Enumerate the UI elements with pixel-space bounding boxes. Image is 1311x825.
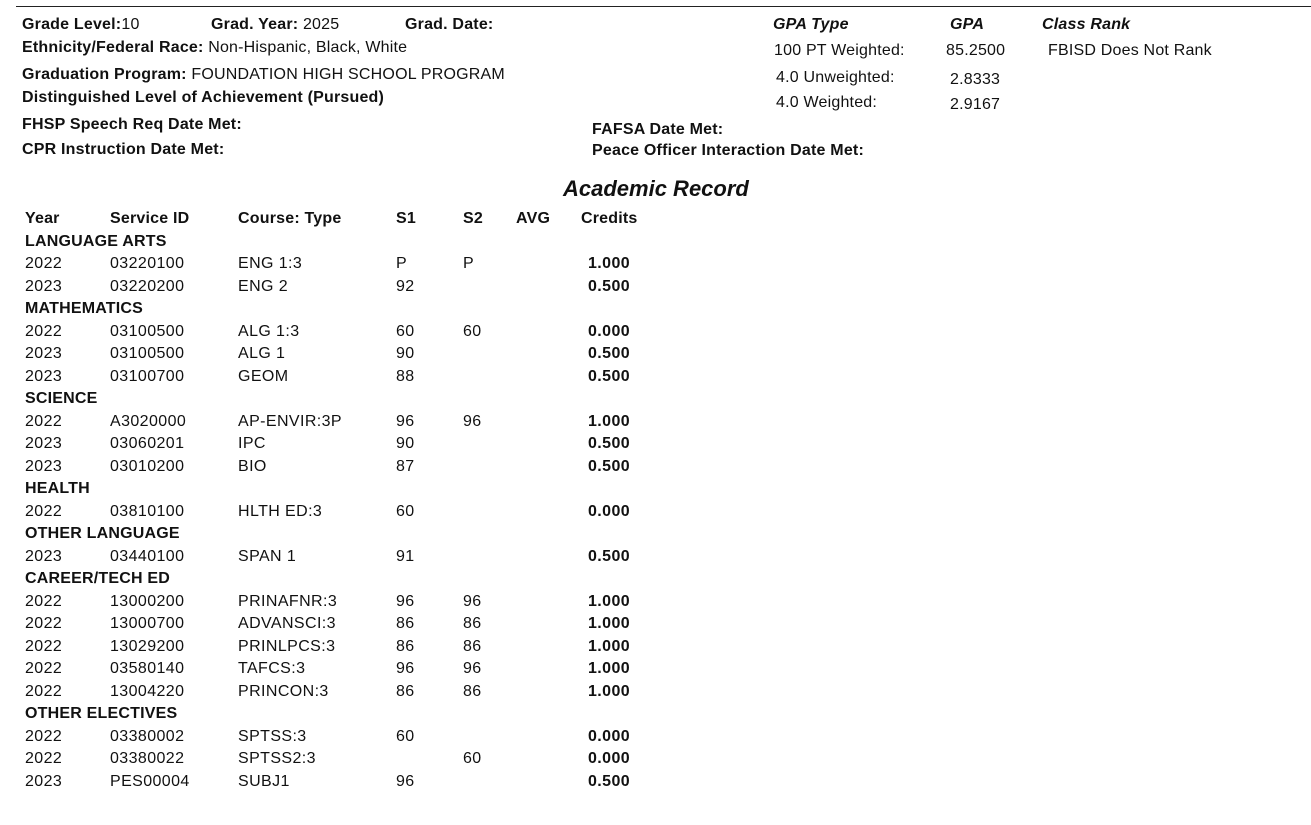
grad-date-label: Grad. Date:: [405, 16, 494, 33]
row-cell-course-type: SPAN 1: [238, 547, 297, 565]
distinguished-level: Distinguished Level of Achievement (Pursued): [22, 89, 385, 106]
row-cell-s1: 86: [396, 615, 415, 632]
row-cell-s2: 96: [463, 592, 482, 610]
section-header: CAREER/TECH ED: [25, 570, 171, 587]
row-cell-course-type: ENG 2: [238, 277, 289, 295]
row-cell-service-id: 03380022: [110, 750, 185, 767]
row-cell-s1: 90: [396, 435, 415, 452]
row-cell-credits: 1.000: [588, 682, 631, 700]
gpa-header: GPA: [950, 16, 985, 33]
row-cell-course-type: ADVANSCI:3: [238, 615, 336, 632]
row-cell-credits: 0.500: [588, 277, 631, 295]
row-cell-credits: 0.000: [588, 502, 631, 520]
row-cell-year: 2023: [25, 547, 63, 565]
row-cell-course-type: PRINCON:3: [238, 682, 329, 700]
row-cell-credits: 0.500: [588, 435, 631, 452]
class-rank-header: Class Rank: [1042, 16, 1131, 33]
row-cell-s1: 91: [396, 547, 415, 565]
section-header: OTHER LANGUAGE: [25, 525, 180, 542]
row-cell-s2: 86: [463, 615, 482, 632]
row-cell-year: 2022: [25, 660, 63, 677]
row-cell-service-id: 03060201: [110, 435, 185, 452]
row-cell-s2: 86: [463, 637, 482, 655]
fafsa-date-label: FAFSA Date Met:: [592, 121, 724, 138]
row-cell-credits: 1.000: [588, 592, 631, 610]
row-cell-course-type: ALG 1: [238, 345, 286, 362]
row-cell-year: 2023: [25, 457, 63, 475]
row-cell-credits: 1.000: [588, 660, 631, 677]
row-cell-year: 2022: [25, 682, 63, 700]
peace-officer-date-label: Peace Officer Interaction Date Met:: [592, 142, 864, 159]
row-cell-year: 2022: [25, 412, 63, 430]
row-cell-year: 2022: [25, 727, 63, 745]
section-header: LANGUAGE ARTS: [25, 232, 167, 250]
row-cell-service-id: 03100500: [110, 345, 185, 362]
row-cell-course-type: ALG 1:3: [238, 322, 300, 340]
row-cell-service-id: 13000200: [110, 592, 185, 610]
row-cell-year: 2023: [25, 367, 63, 385]
row-cell-course-type: BIO: [238, 457, 267, 475]
row-cell-s2: 96: [463, 412, 482, 430]
row-cell-credits: 0.500: [588, 772, 631, 790]
row-cell-course-type: IPC: [238, 435, 266, 452]
row-cell-year: 2023: [25, 277, 63, 295]
row-cell-course-type: SPTSS:3: [238, 727, 307, 745]
row-cell-s1: 88: [396, 367, 415, 385]
gpa-value-100pt-weighted: 85.2500: [946, 42, 1006, 59]
ethnicity: [22, 39, 407, 57]
row-cell-s2: 60: [463, 322, 482, 340]
row-cell-s2: 96: [463, 660, 482, 677]
row-cell-credits: 1.000: [588, 615, 631, 632]
grade-level-value: 10: [121, 16, 140, 33]
row-cell-service-id: 03810100: [110, 502, 185, 520]
class-rank-value: FBISD Does Not Rank: [1048, 42, 1212, 59]
row-cell-course-type: PRINLPCS:3: [238, 637, 336, 655]
gpa-value-4-unweighted: 2.8333: [950, 71, 1001, 88]
row-cell-service-id: 03100500: [110, 322, 185, 340]
row-cell-service-id: PES00004: [110, 772, 190, 790]
section-header: HEALTH: [25, 480, 90, 497]
row-cell-credits: 0.000: [588, 750, 631, 767]
academic-record-title: Academic Record: [563, 176, 749, 201]
fafsa-date: [592, 121, 723, 139]
row-cell-year: 2022: [25, 637, 63, 655]
row-cell-year: 2022: [25, 750, 63, 767]
row-cell-s1: 60: [396, 502, 415, 520]
row-cell-s1: P: [396, 255, 408, 272]
row-cell-service-id: 03380002: [110, 727, 185, 745]
fhsp-speech: [22, 116, 242, 134]
row-cell-s1: 86: [396, 682, 415, 700]
row-cell-credits: 0.500: [588, 457, 631, 475]
grad-date: [405, 16, 493, 34]
grad-year: [211, 16, 339, 34]
graduation-program-value: FOUNDATION HIGH SCHOOL PROGRAM: [186, 66, 505, 83]
row-cell-s1: 87: [396, 457, 415, 475]
section-header: SCIENCE: [25, 390, 98, 407]
row-cell-s1: 96: [396, 592, 415, 610]
row-cell-s2: P: [463, 255, 475, 272]
row-cell-course-type: SUBJ1: [238, 772, 290, 790]
row-cell-course-type: PRINAFNR:3: [238, 592, 338, 610]
row-cell-credits: 1.000: [588, 637, 631, 655]
row-cell-s1: 92: [396, 277, 415, 295]
row-cell-s1: 86: [396, 637, 415, 655]
row-cell-year: 2023: [25, 345, 63, 362]
row-cell-s2: 86: [463, 682, 482, 700]
peace-officer-date: [592, 142, 864, 160]
row-cell-course-type: GEOM: [238, 367, 289, 385]
ethnicity-value: Non-Hispanic, Black, White: [203, 39, 408, 56]
column-header-course-type: Course: Type: [238, 210, 342, 227]
cpr-instruction: [22, 141, 224, 159]
row-cell-credits: 0.500: [588, 367, 631, 385]
gpa-type-4-weighted: 4.0 Weighted:: [776, 94, 878, 111]
fhsp-speech-label: FHSP Speech Req Date Met:: [22, 116, 242, 133]
section-header: OTHER ELECTIVES: [25, 705, 178, 722]
row-cell-course-type: SPTSS2:3: [238, 750, 316, 767]
row-cell-year: 2022: [25, 592, 63, 610]
column-header-avg: AVG: [516, 210, 551, 227]
column-header-year: Year: [25, 210, 60, 227]
row-cell-year: 2023: [25, 435, 63, 452]
row-cell-service-id: A3020000: [110, 412, 187, 430]
row-cell-course-type: HLTH ED:3: [238, 502, 323, 520]
row-cell-s1: 96: [396, 772, 415, 790]
row-cell-s2: 60: [463, 750, 482, 767]
row-cell-s1: 60: [396, 727, 415, 745]
row-cell-s1: 96: [396, 412, 415, 430]
row-cell-credits: 0.500: [588, 345, 631, 362]
row-cell-year: 2022: [25, 255, 63, 272]
grad-year-value: 2025: [298, 16, 340, 33]
row-cell-service-id: 13000700: [110, 615, 185, 632]
row-cell-service-id: 03580140: [110, 660, 185, 677]
grade-level-label: Grade Level:: [22, 16, 122, 33]
row-cell-service-id: 03100700: [110, 367, 185, 385]
row-cell-year: 2022: [25, 615, 63, 632]
row-cell-credits: 0.000: [588, 322, 631, 340]
row-cell-s1: 60: [396, 322, 415, 340]
row-cell-credits: 1.000: [588, 255, 631, 272]
graduation-program: [22, 66, 505, 84]
row-cell-course-type: AP-ENVIR:3P: [238, 412, 342, 430]
row-cell-course-type: TAFCS:3: [238, 660, 306, 677]
row-cell-service-id: 13004220: [110, 682, 185, 700]
row-cell-service-id: 03220100: [110, 255, 185, 272]
column-header-s1: S1: [396, 210, 416, 227]
gpa-type-4-unweighted: 4.0 Unweighted:: [776, 69, 895, 86]
gpa-value-4-weighted: 2.9167: [950, 96, 1001, 113]
row-cell-year: 2022: [25, 322, 63, 340]
cpr-instruction-label: CPR Instruction Date Met:: [22, 141, 225, 158]
row-cell-credits: 1.000: [588, 412, 631, 430]
row-cell-year: 2022: [25, 502, 63, 520]
row-cell-service-id: 13029200: [110, 637, 185, 655]
row-cell-credits: 0.500: [588, 547, 631, 565]
column-header-s2: S2: [463, 210, 483, 227]
row-cell-s1: 96: [396, 660, 415, 677]
graduation-program-label: Graduation Program:: [22, 66, 187, 83]
row-cell-course-type: ENG 1:3: [238, 255, 303, 272]
row-cell-service-id: 03220200: [110, 277, 185, 295]
row-cell-credits: 0.000: [588, 727, 631, 745]
top-rule: [16, 6, 1311, 7]
row-cell-year: 2023: [25, 772, 63, 790]
gpa-type-header: GPA Type: [773, 16, 849, 33]
gpa-type-100pt-weighted: 100 PT Weighted:: [774, 42, 905, 59]
row-cell-service-id: 03010200: [110, 457, 185, 475]
row-cell-service-id: 03440100: [110, 547, 185, 565]
row-cell-s1: 90: [396, 345, 415, 362]
column-header-service-id: Service ID: [110, 210, 190, 227]
column-header-credits: Credits: [581, 210, 638, 227]
section-header: MATHEMATICS: [25, 300, 144, 317]
grad-year-label: Grad. Year:: [211, 16, 299, 33]
grade-level: [22, 16, 140, 34]
ethnicity-label: Ethnicity/Federal Race:: [22, 39, 204, 56]
